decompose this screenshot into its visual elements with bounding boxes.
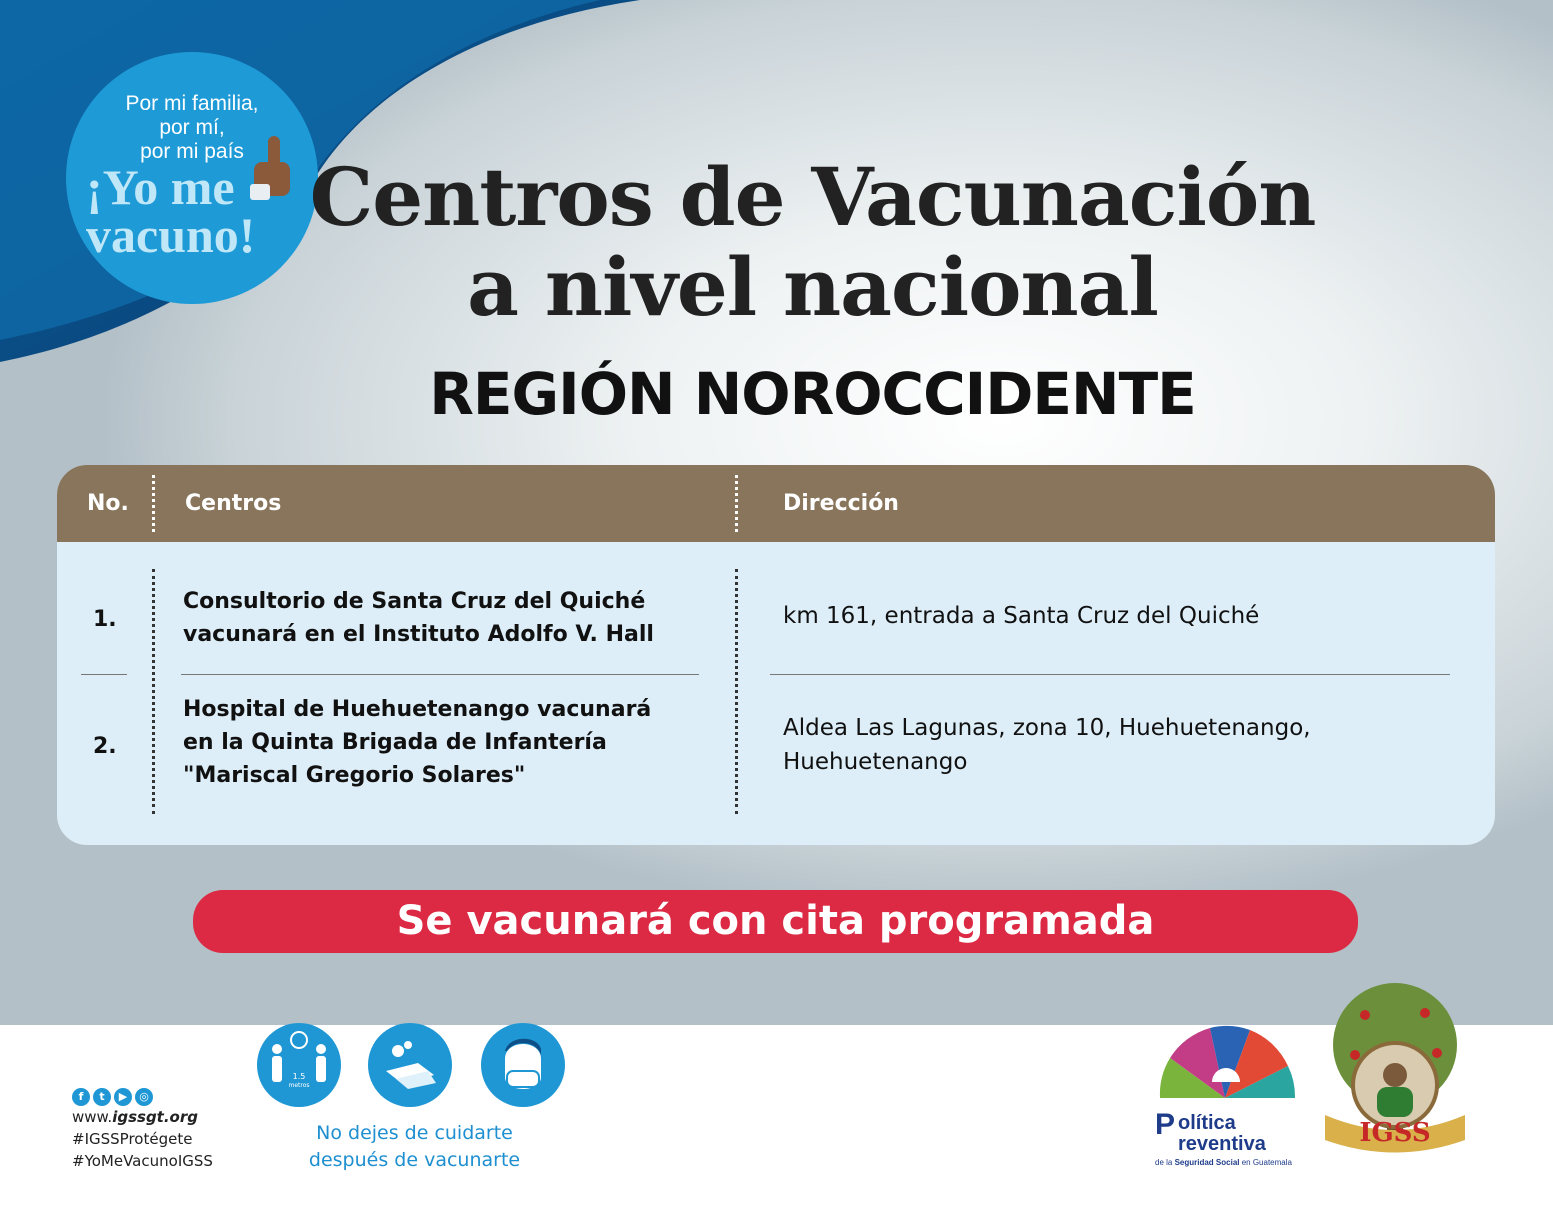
row-centro-line: "Mariscal Gregorio Solares" — [183, 763, 526, 788]
header-divider — [735, 475, 738, 532]
row-number: 1. — [93, 607, 117, 632]
tagline-part: Seguridad Social — [1174, 1158, 1240, 1167]
row-centro-line: en la Quinta Brigada de Infantería — [183, 730, 607, 755]
badge-line-2: por mí, — [159, 116, 225, 139]
facebook-icon[interactable]: f — [72, 1088, 90, 1106]
distance-unit: metros — [288, 1082, 310, 1089]
page-title-line-1: Centros de Vacunación — [309, 150, 1316, 244]
header-centros: Centros — [185, 491, 282, 516]
hashtag: #YoMeVacunoIGSS — [72, 1152, 213, 1170]
igss-label: IGSS — [1359, 1118, 1431, 1148]
hashtag: #IGSSProtégete — [72, 1130, 193, 1148]
row-separator — [81, 674, 127, 675]
column-divider — [152, 569, 155, 814]
page-title-line-2: a nivel nacional — [467, 240, 1158, 334]
social-distance-icon — [257, 1023, 341, 1107]
badge-line-1: Por mi familia, — [125, 92, 259, 115]
thumbs-up-icon — [244, 132, 299, 202]
politica-preventiva-name: olítica — [1178, 1112, 1236, 1134]
politica-preventiva-tagline — [1155, 1158, 1292, 1167]
website-link[interactable] — [72, 1108, 198, 1126]
yo-me-vacuno-badge — [66, 52, 318, 304]
column-divider — [735, 569, 738, 814]
face-mask-icon — [481, 1023, 565, 1107]
tagline-part: en Guatemala — [1239, 1158, 1292, 1167]
youtube-icon[interactable]: ▶ — [114, 1088, 132, 1106]
appointment-banner: Se vacunará con cita programada — [193, 890, 1358, 953]
row-number: 2. — [93, 734, 117, 759]
distance-label: 1.5 — [292, 1072, 306, 1081]
care-caption — [262, 1120, 567, 1174]
hand-washing-icon — [368, 1023, 452, 1107]
social-icons — [72, 1085, 156, 1106]
row-centro-line: Consultorio de Santa Cruz del Quiché — [183, 589, 646, 614]
website-domain: igssgt.org — [112, 1108, 198, 1126]
row-direccion-line: Aldea Las Lagunas, zona 10, Huehuetenango, — [783, 715, 1311, 741]
badge-big-1: ¡Yo me — [86, 159, 235, 215]
politica-preventiva-name: reventiva — [1178, 1133, 1266, 1155]
politica-preventiva-logo — [1150, 1018, 1300, 1118]
tagline-part: de la — [1155, 1158, 1175, 1167]
row-direccion-line: km 161, entrada a Santa Cruz del Quiché — [783, 603, 1260, 629]
table-header — [57, 465, 1495, 542]
row-separator — [770, 674, 1450, 675]
centers-table — [57, 465, 1495, 845]
badge-big-2: vacuno! — [86, 207, 256, 263]
website-prefix: www. — [72, 1108, 113, 1126]
row-separator — [181, 674, 699, 675]
care-caption-line: después de vacunarte — [308, 1149, 521, 1171]
badge-line-3: por mi país — [140, 140, 244, 163]
igss-logo — [1315, 975, 1475, 1175]
header-direccion: Dirección — [783, 491, 899, 516]
politica-preventiva-initial: P — [1155, 1108, 1176, 1141]
twitter-icon[interactable]: t — [93, 1088, 111, 1106]
row-direccion-line: Huehuetenango — [783, 749, 968, 775]
row-centro-line: Hospital de Huehuetenango vacunará — [183, 697, 652, 722]
care-caption-line: No dejes de cuidarte — [316, 1122, 513, 1144]
row-centro-line: vacunará en el Instituto Adolfo V. Hall — [183, 622, 654, 647]
header-no: No. — [87, 491, 129, 516]
instagram-icon[interactable]: ◎ — [135, 1088, 153, 1106]
header-divider — [152, 475, 155, 532]
region-subtitle: REGIÓN NOROCCIDENTE — [429, 360, 1196, 428]
